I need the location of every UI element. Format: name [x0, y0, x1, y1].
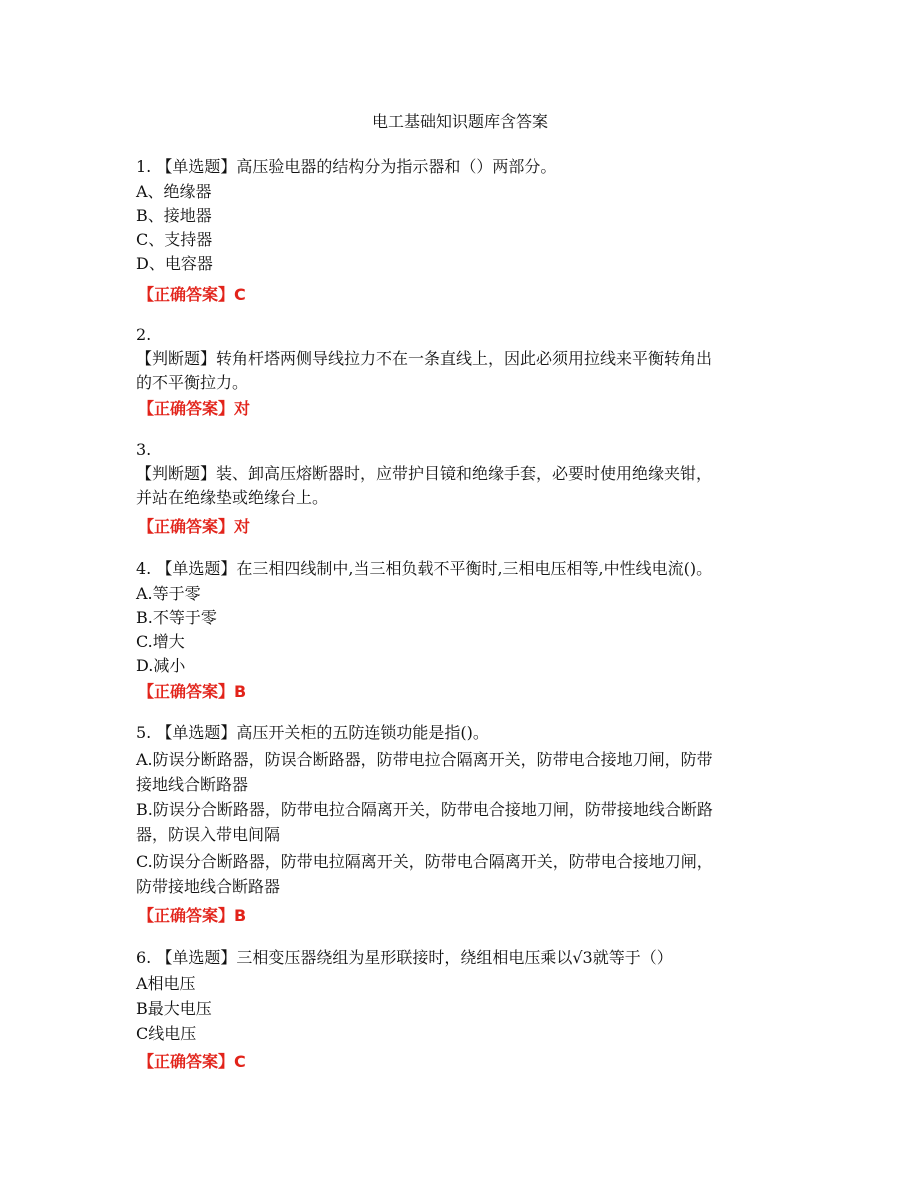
correct-answer: 【正确答案】B [138, 906, 247, 925]
option-a-continued: 接地线合断路器 [136, 775, 249, 794]
question-stem: 5. 【单选题】高压开关柜的五防连锁功能是指()。 [136, 723, 489, 742]
question-stem-continued: 的不平衡拉力。 [136, 373, 249, 392]
document-title: 电工基础知识题库含答案 [371, 112, 548, 131]
option-d: D、电容器 [136, 254, 213, 273]
option-b: B.防误分合断路器，防带电拉合隔离开关，防带电合接地刀闸，防带接地线合断路 [136, 800, 713, 819]
question-stem-continued: 并站在绝缘垫或绝缘台上。 [136, 488, 329, 507]
correct-answer: 【正确答案】B [138, 682, 247, 701]
option-a: A.等于零 [136, 584, 201, 603]
question-stem: 【判断题】转角杆塔两侧导线拉力不在一条直线上，因此必须用拉线来平衡转角出 [136, 349, 713, 368]
option-b: B、接地器 [136, 206, 212, 225]
question-stem: 1. 【单选题】高压验电器的结构分为指示器和（）两部分。 [136, 157, 557, 176]
question-number: 3. [136, 440, 152, 459]
question-stem: 6. 【单选题】三相变压器绕组为星形联接时，绕组相电压乘以√3就等于（） [136, 948, 673, 967]
option-a: A、绝缘器 [136, 182, 212, 201]
correct-answer: 【正确答案】对 [138, 399, 251, 418]
option-a: A相电压 [136, 974, 196, 993]
option-c: C.防误分合断路器，防带电拉隔离开关，防带电合隔离开关，防带电合接地刀闸， [136, 852, 713, 871]
option-a: A.防误分断路器，防误合断路器，防带电拉合隔离开关，防带电合接地刀闸，防带 [136, 750, 713, 769]
option-b: B.不等于零 [136, 608, 217, 627]
option-b-continued: 器，防误入带电间隔 [136, 825, 281, 844]
option-c: C线电压 [136, 1024, 197, 1043]
option-c: C.增大 [136, 632, 185, 651]
question-stem: 【判断题】装、卸高压熔断器时，应带护目镜和绝缘手套，必要时使用绝缘夹钳， [136, 464, 713, 483]
option-c-continued: 防带接地线合断路器 [136, 877, 281, 896]
question-stem: 4. 【单选题】在三相四线制中,当三相负载不平衡时,三相电压相等,中性线电流()。 [136, 559, 713, 578]
correct-answer: 【正确答案】C [138, 1052, 246, 1071]
option-c: C、支持器 [136, 230, 213, 249]
option-d: D.减小 [136, 656, 186, 675]
option-b: B最大电压 [136, 999, 212, 1018]
question-number: 2. [136, 325, 152, 344]
correct-answer: 【正确答案】对 [138, 517, 251, 536]
correct-answer: 【正确答案】C [138, 285, 246, 304]
